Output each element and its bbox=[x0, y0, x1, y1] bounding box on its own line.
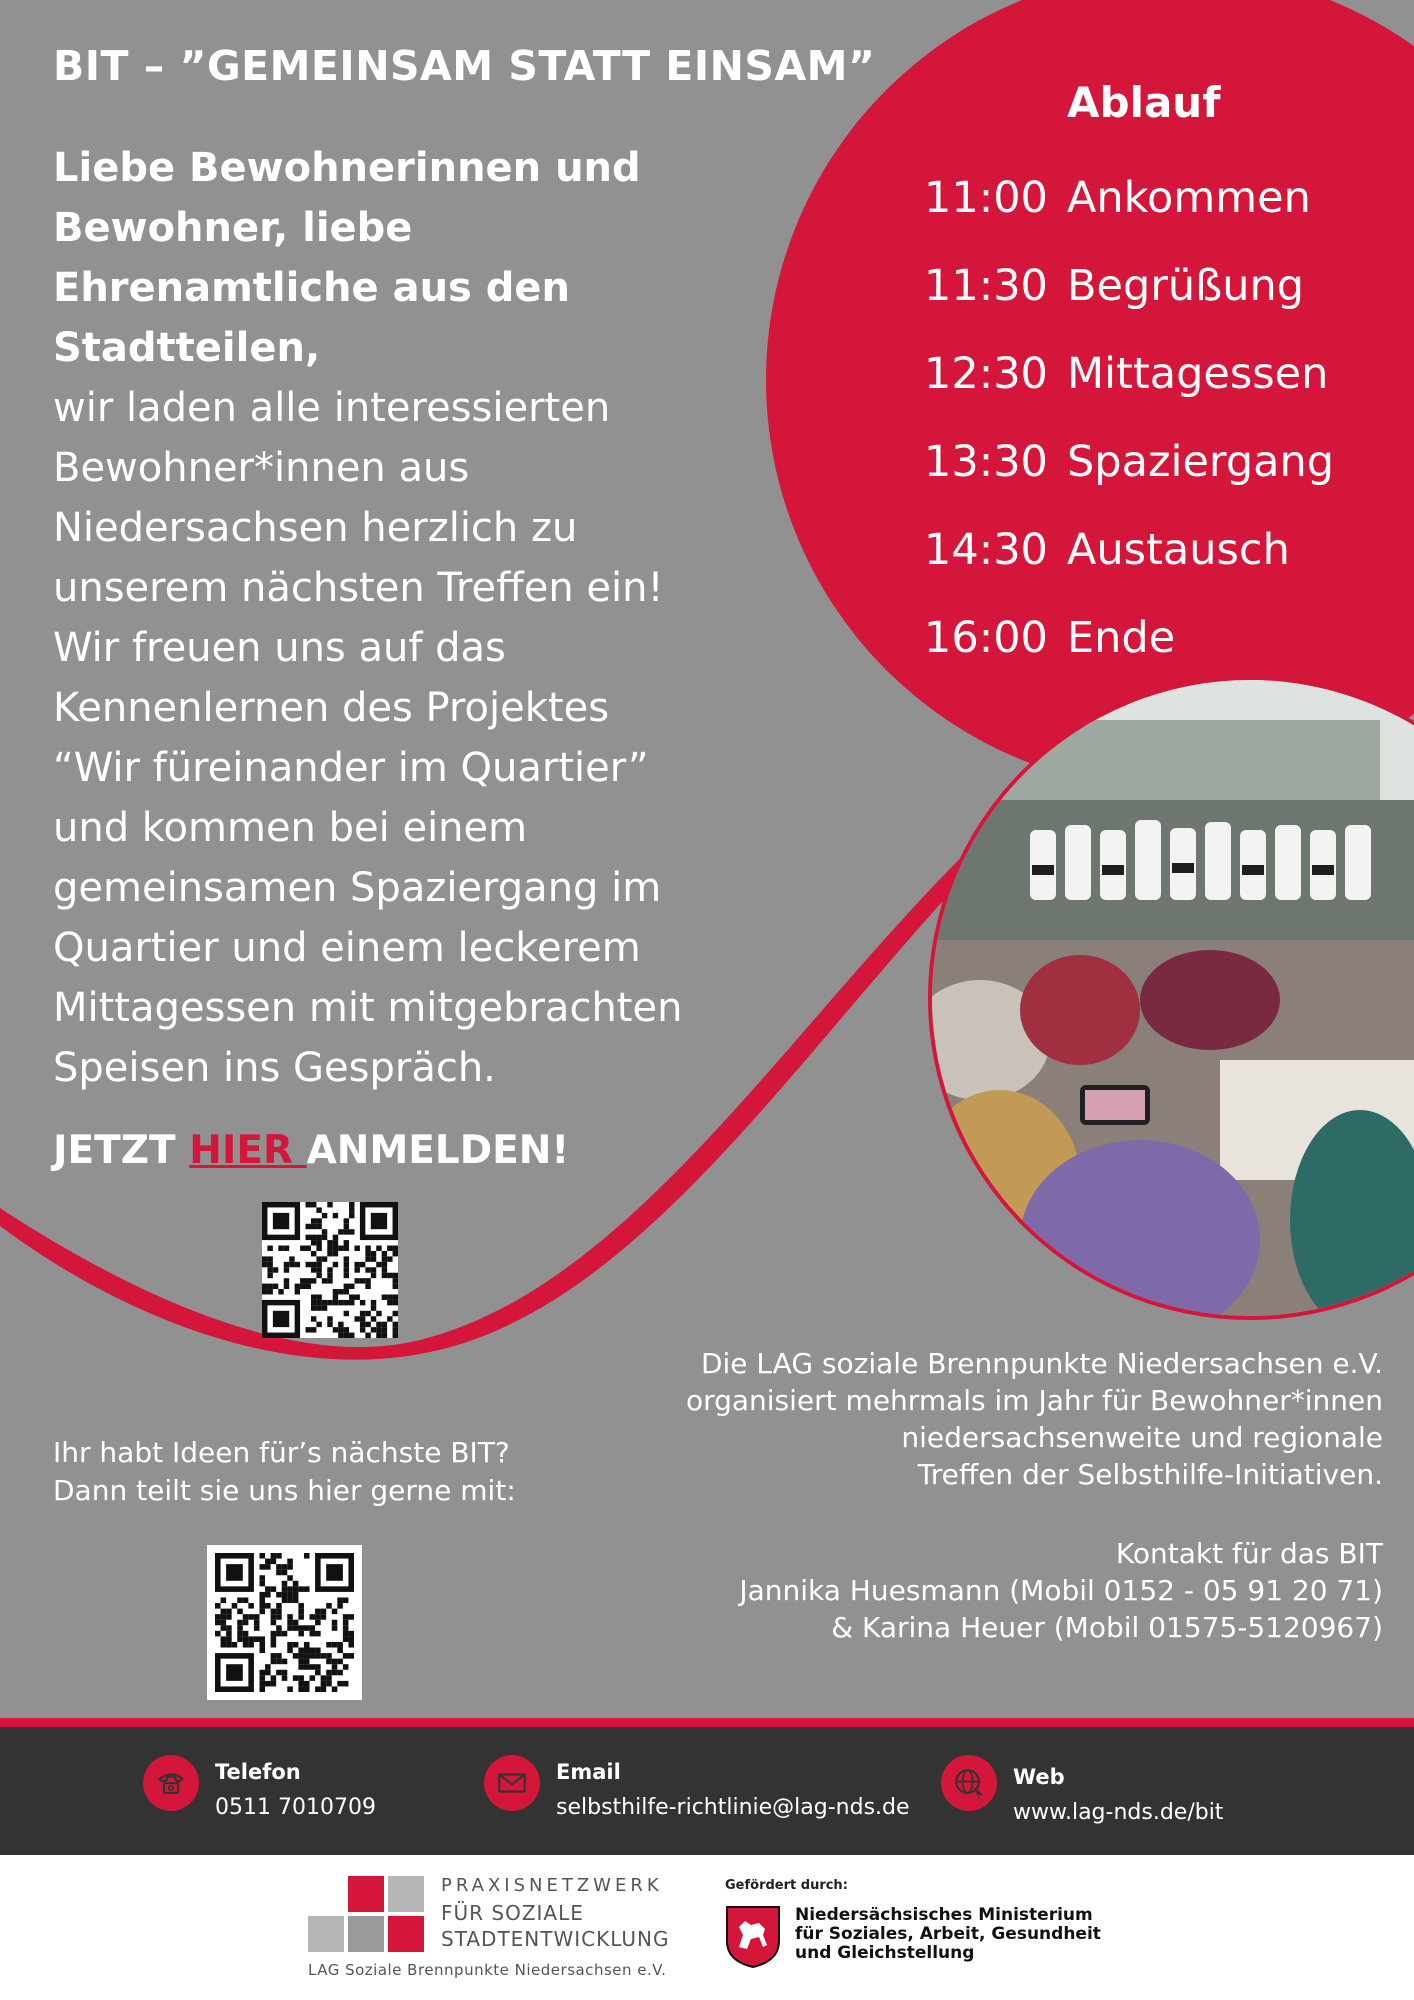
schedule-activity: Austausch bbox=[1067, 525, 1290, 575]
body-line: Bewohner*innen aus bbox=[53, 445, 470, 491]
footer-contact-band bbox=[0, 1718, 1414, 1855]
schedule-item bbox=[924, 525, 1290, 575]
footer-phone-value[interactable]: 0511 7010709 bbox=[215, 1795, 376, 1820]
schedule-activity: Ankommen bbox=[1067, 173, 1311, 223]
event-photo bbox=[920, 680, 1414, 1320]
footer-phone-label: Telefon bbox=[215, 1760, 301, 1784]
cta-prefix: JETZT bbox=[53, 1128, 190, 1173]
contact-line: Jannika Huesmann (Mobil 0152 - 05 91 20 71) bbox=[739, 1574, 1383, 1607]
body-line: Mittagessen mit mitgebrachten bbox=[53, 985, 683, 1031]
page-title: BIT – ”GEMEINSAM STATT EINSAM” bbox=[53, 42, 876, 90]
info-line: Die LAG soziale Brennpunkte Niedersachsen e.V. bbox=[700, 1347, 1383, 1380]
info-line: organisiert mehrmals im Jahr für Bewohner*innen bbox=[685, 1384, 1383, 1417]
globe-icon bbox=[941, 1755, 997, 1811]
body-line: Wir freuen uns auf das bbox=[53, 625, 506, 671]
schedule-item bbox=[924, 261, 1304, 311]
praxisnetzwerk-subtitle: FÜR SOZIALE bbox=[441, 1901, 584, 1925]
schedule-time: 11:00 bbox=[924, 173, 1048, 223]
schedule-title: Ablauf bbox=[1067, 78, 1221, 127]
body-line: “Wir füreinander im Quartier” bbox=[53, 745, 649, 791]
contact-line: & Karina Heuer (Mobil 01575-5120967) bbox=[831, 1611, 1383, 1644]
schedule-item bbox=[924, 613, 1175, 663]
info-line: niedersachsenweite und regionale bbox=[901, 1421, 1383, 1454]
praxisnetzwerk-logo-icon bbox=[308, 1876, 426, 1954]
mail-icon bbox=[484, 1755, 540, 1811]
schedule-item bbox=[924, 173, 1311, 223]
registration-qr-code[interactable] bbox=[262, 1202, 398, 1338]
phone-icon bbox=[143, 1755, 199, 1811]
lag-name: LAG Soziale Brennpunkte Niedersachsen e.V. bbox=[308, 1961, 667, 1979]
greeting-line: Stadtteilen, bbox=[53, 325, 321, 371]
footer-web-label: Web bbox=[1013, 1765, 1065, 1789]
ministry-line: und Gleichstellung bbox=[795, 1943, 975, 1963]
info-line: Treffen der Selbsthilfe-Initiativen. bbox=[917, 1458, 1383, 1491]
schedule-item bbox=[924, 349, 1328, 399]
praxisnetzwerk-subtitle: STADTENTWICKLUNG bbox=[441, 1927, 670, 1951]
body-line: Kennenlernen des Projektes bbox=[53, 685, 610, 731]
invitation-text bbox=[53, 378, 733, 1098]
greeting-line: Ehrenamtliche aus den bbox=[53, 265, 571, 311]
ministry-line: für Soziales, Arbeit, Gesundheit bbox=[795, 1924, 1101, 1944]
schedule-activity: Ende bbox=[1067, 613, 1176, 663]
logo-band bbox=[0, 1855, 1414, 2000]
footer-web-value[interactable]: www.lag-nds.de/bit bbox=[1013, 1800, 1224, 1825]
funded-by-label: Gefördert durch: bbox=[725, 1878, 848, 1893]
schedule-time: 11:30 bbox=[924, 261, 1048, 311]
schedule-time: 13:30 bbox=[924, 437, 1048, 487]
schedule-item bbox=[924, 437, 1334, 487]
ministry-line: Niedersächsisches Ministerium bbox=[795, 1905, 1093, 1925]
footer-email-label: Email bbox=[556, 1760, 621, 1784]
schedule-activity: Spaziergang bbox=[1067, 437, 1335, 487]
ideas-prompt bbox=[53, 1434, 516, 1510]
schedule-activity: Mittagessen bbox=[1067, 349, 1329, 399]
body-line: Speisen ins Gespräch. bbox=[53, 1045, 496, 1091]
praxisnetzwerk-title: PRAXISNETZWERK bbox=[441, 1875, 663, 1896]
greeting-line: Bewohner, liebe bbox=[53, 205, 413, 251]
footer-email-value[interactable]: selbsthilfe-richtlinie@lag-nds.de bbox=[556, 1795, 910, 1820]
greeting-line: Liebe Bewohnerinnen und bbox=[53, 145, 641, 191]
ideas-line: Dann teilt sie uns hier gerne mit: bbox=[53, 1474, 516, 1507]
body-line: gemeinsamen Spaziergang im bbox=[53, 865, 662, 911]
ideas-qr-code[interactable] bbox=[207, 1545, 362, 1700]
ideas-line: Ihr habt Ideen für’s nächste BIT? bbox=[53, 1436, 510, 1469]
schedule-activity: Begrüßung bbox=[1067, 261, 1305, 311]
schedule-time: 14:30 bbox=[924, 525, 1048, 575]
body-line: Quartier und einem leckerem bbox=[53, 925, 641, 971]
qr-code-pattern bbox=[215, 1553, 354, 1692]
contact-info bbox=[583, 1535, 1383, 1646]
schedule-time: 12:30 bbox=[924, 349, 1048, 399]
lower-saxony-crest-icon bbox=[725, 1905, 781, 1969]
greeting bbox=[53, 138, 693, 378]
ministry-name bbox=[795, 1906, 1101, 1963]
registration-cta bbox=[53, 1128, 569, 1173]
contact-line: Kontakt für das BIT bbox=[1115, 1537, 1383, 1570]
register-link[interactable]: HIER bbox=[189, 1128, 307, 1173]
qr-code-pattern bbox=[262, 1202, 398, 1338]
body-line: wir laden alle interessierten bbox=[53, 385, 611, 431]
cta-suffix: ANMELDEN! bbox=[306, 1128, 570, 1173]
schedule-time: 16:00 bbox=[924, 613, 1048, 663]
organization-info bbox=[583, 1345, 1383, 1493]
body-line: Niedersachsen herzlich zu bbox=[53, 505, 578, 551]
body-line: unserem nächsten Treffen ein! bbox=[53, 565, 664, 611]
body-line: und kommen bei einem bbox=[53, 805, 528, 851]
